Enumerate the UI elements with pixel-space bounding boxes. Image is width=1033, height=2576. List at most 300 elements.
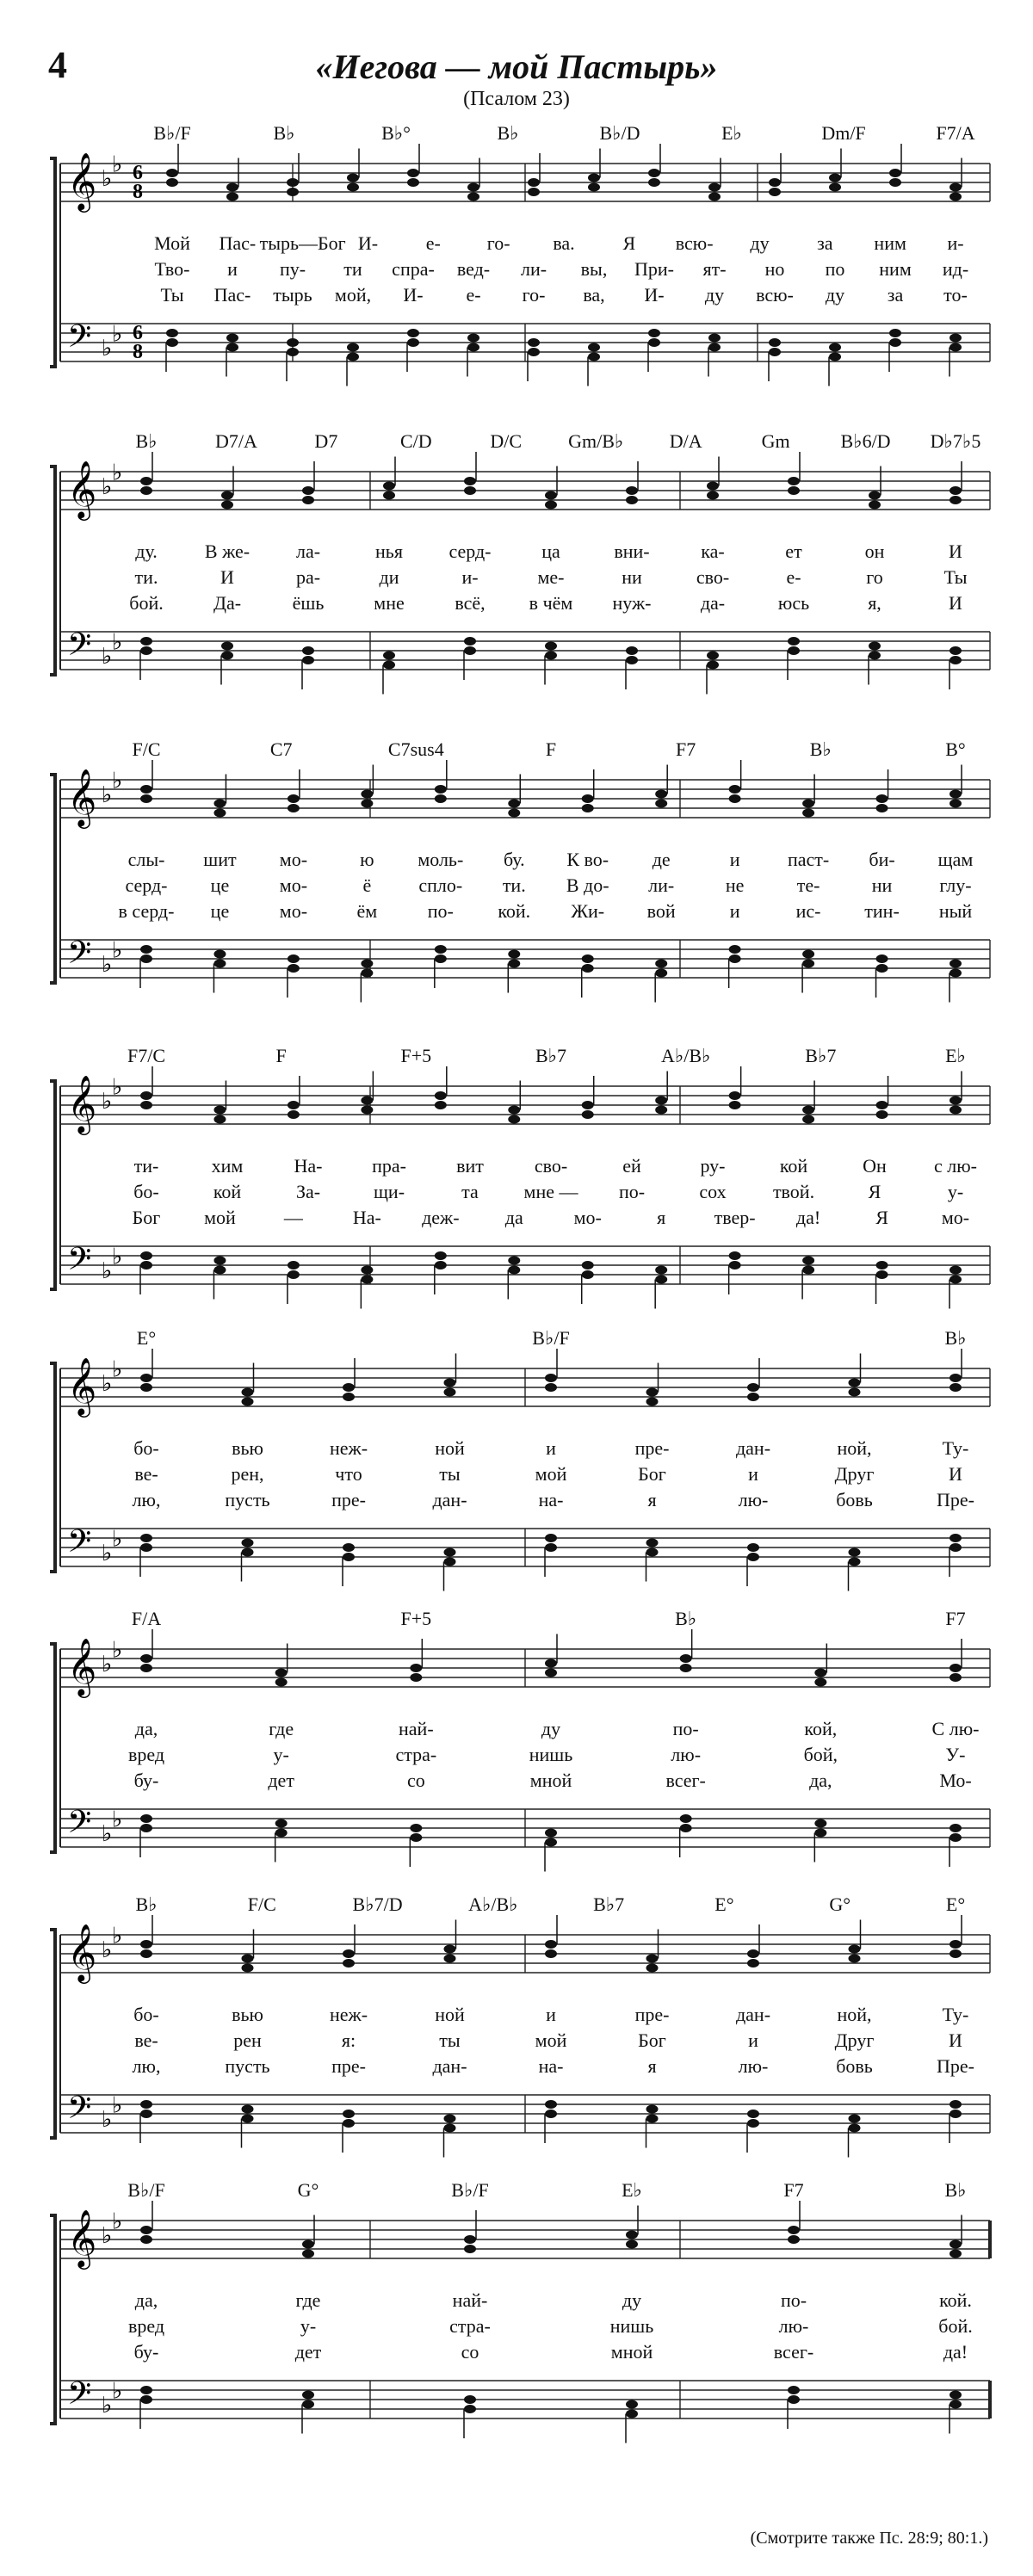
notehead bbox=[707, 661, 719, 670]
notehead bbox=[242, 2115, 254, 2123]
notehead bbox=[769, 188, 781, 196]
notehead bbox=[140, 2386, 152, 2394]
notehead bbox=[464, 2245, 476, 2253]
lyric-syllable: — bbox=[283, 1207, 303, 1228]
notehead bbox=[646, 1388, 659, 1397]
lyric-syllable: у- bbox=[273, 1744, 289, 1765]
notehead bbox=[166, 178, 178, 187]
chord-symbol: B♭° bbox=[381, 122, 411, 144]
notehead bbox=[747, 1553, 759, 1561]
notehead bbox=[545, 1543, 557, 1552]
notehead bbox=[275, 1819, 288, 1828]
lyric-syllable: у- bbox=[947, 1181, 964, 1202]
lyric-syllable: нишь bbox=[529, 1744, 573, 1765]
notehead bbox=[788, 2235, 800, 2244]
notehead bbox=[361, 790, 373, 799]
lyric-syllable: твой. bbox=[772, 1181, 815, 1202]
lyric-syllable: На- bbox=[352, 1207, 381, 1228]
notehead bbox=[545, 1659, 557, 1668]
lyric-syllable: на- bbox=[538, 2055, 564, 2077]
lyric-syllable: Он bbox=[863, 1155, 887, 1177]
lyric-syllable: со bbox=[406, 1770, 425, 1791]
notehead bbox=[287, 188, 299, 196]
notehead bbox=[407, 169, 419, 177]
notehead bbox=[582, 964, 594, 973]
notehead bbox=[545, 1838, 557, 1847]
lyric-syllable: мной bbox=[610, 2341, 653, 2363]
chord-symbol: F bbox=[275, 1045, 287, 1066]
treble-clef-icon: 𝄞 bbox=[67, 1074, 97, 1133]
lyric-syllable: Я bbox=[868, 1181, 881, 1202]
notehead bbox=[508, 1266, 520, 1275]
notehead bbox=[361, 1266, 373, 1275]
notehead bbox=[680, 1814, 692, 1823]
lyric-syllable: та bbox=[461, 1181, 479, 1202]
lyric-syllable: и bbox=[748, 1463, 758, 1485]
treble-clef-icon: 𝄞 bbox=[67, 2208, 97, 2267]
flat-icon: ♭ bbox=[112, 629, 123, 655]
notehead bbox=[814, 1829, 826, 1838]
flat-icon: ♭ bbox=[102, 1258, 113, 1283]
notehead bbox=[889, 169, 901, 177]
lyric-syllable: кой. bbox=[498, 900, 531, 922]
lyric-syllable: Бог bbox=[638, 2029, 666, 2051]
notehead bbox=[876, 1270, 888, 1279]
notehead bbox=[648, 329, 660, 337]
notehead bbox=[383, 661, 395, 670]
lyric-syllable: ве- bbox=[134, 2029, 158, 2051]
notehead bbox=[140, 1654, 152, 1663]
notehead bbox=[646, 1398, 659, 1406]
bass-clef-icon: 𝄢 bbox=[67, 935, 92, 979]
notehead bbox=[949, 1940, 962, 1949]
chord-symbol: F7 bbox=[945, 1608, 966, 1629]
notehead bbox=[729, 1091, 741, 1100]
chord-symbol: B♭ bbox=[944, 1327, 967, 1349]
lyric-syllable: е- bbox=[786, 566, 801, 588]
notehead bbox=[302, 656, 314, 664]
lyric-syllable: бовь bbox=[836, 1489, 873, 1510]
notehead bbox=[648, 169, 660, 177]
flat-icon: ♭ bbox=[102, 166, 113, 191]
chord-symbol: F7/A bbox=[936, 122, 975, 144]
notehead bbox=[626, 486, 638, 495]
notehead bbox=[467, 183, 479, 192]
lyric-syllable: бой. bbox=[938, 2315, 973, 2337]
notehead bbox=[343, 2119, 355, 2128]
notehead bbox=[545, 1374, 557, 1382]
chord-symbol: B♭ bbox=[675, 1608, 697, 1629]
notehead bbox=[655, 1266, 667, 1275]
lyric-syllable: го bbox=[866, 566, 883, 588]
notehead bbox=[444, 1945, 456, 1954]
notehead bbox=[802, 1257, 814, 1265]
lyric-syllable: ца bbox=[541, 541, 560, 562]
notehead bbox=[814, 1678, 826, 1687]
chord-symbol: E♭ bbox=[622, 2179, 642, 2201]
lyric-syllable: юсь bbox=[777, 592, 810, 614]
lyric-syllable: ной, bbox=[837, 1437, 872, 1459]
notehead bbox=[729, 1251, 741, 1260]
flat-icon: ♭ bbox=[112, 1526, 123, 1552]
lyric-syllable: Друг bbox=[834, 1463, 875, 1485]
notehead bbox=[435, 1091, 447, 1100]
notehead bbox=[949, 1276, 962, 1284]
notehead bbox=[444, 1558, 456, 1566]
notehead bbox=[582, 1270, 594, 1279]
notehead bbox=[582, 1101, 594, 1109]
notehead bbox=[467, 334, 479, 343]
notehead bbox=[802, 809, 814, 818]
lyric-syllable: пре- bbox=[331, 2055, 366, 2077]
chord-symbol: F+5 bbox=[400, 1608, 432, 1629]
notehead bbox=[213, 1115, 226, 1124]
notehead bbox=[361, 1106, 373, 1115]
lyric-syllable: да bbox=[504, 1207, 523, 1228]
notehead bbox=[226, 343, 238, 352]
notehead bbox=[949, 2391, 962, 2400]
lyric-syllable: мо- bbox=[941, 1207, 970, 1228]
notehead bbox=[444, 1388, 456, 1397]
notehead bbox=[140, 1383, 152, 1392]
chord-symbol: C7 bbox=[269, 738, 293, 760]
notehead bbox=[949, 1266, 962, 1275]
flat-icon: ♭ bbox=[102, 1821, 113, 1846]
notehead bbox=[444, 1379, 456, 1387]
notehead bbox=[464, 477, 476, 485]
notehead bbox=[508, 800, 520, 808]
notehead bbox=[588, 174, 600, 182]
lyric-syllable: Пас- bbox=[219, 232, 257, 254]
notehead bbox=[869, 501, 881, 510]
notehead bbox=[788, 637, 800, 646]
notehead bbox=[508, 1115, 520, 1124]
lyric-syllable: ни bbox=[622, 566, 642, 588]
flat-icon: ♭ bbox=[112, 1074, 123, 1100]
flat-icon: ♭ bbox=[102, 474, 113, 499]
lyric-syllable: ду bbox=[704, 284, 725, 306]
bass-clef-icon: 𝄢 bbox=[67, 1804, 92, 1848]
chord-symbol: B♭6/D bbox=[840, 430, 891, 452]
lyric-syllable: щам bbox=[937, 849, 974, 870]
notehead bbox=[140, 1940, 152, 1949]
flat-icon: ♭ bbox=[112, 2378, 123, 2404]
lyric-syllable: бовь bbox=[836, 2055, 873, 2077]
notehead bbox=[140, 1534, 152, 1542]
treble-clef-icon: 𝄞 bbox=[67, 1356, 97, 1415]
notehead bbox=[435, 954, 447, 963]
lyric-syllable: И- bbox=[403, 284, 424, 306]
notehead bbox=[213, 960, 226, 968]
notehead bbox=[213, 1257, 226, 1265]
notehead bbox=[626, 496, 638, 504]
lyric-syllable: кой, bbox=[804, 1718, 838, 1739]
lyric-syllable: пре- bbox=[331, 1489, 366, 1510]
notehead bbox=[343, 1553, 355, 1561]
notehead bbox=[140, 2110, 152, 2118]
notehead bbox=[648, 338, 660, 347]
notehead bbox=[464, 2235, 476, 2244]
lyric-syllable: най- bbox=[452, 2289, 488, 2311]
lyric-syllable: пу- bbox=[279, 258, 306, 280]
lyric-syllable: На- bbox=[294, 1155, 323, 1177]
chord-symbol: B♭ bbox=[135, 1893, 158, 1915]
notehead bbox=[788, 2386, 800, 2394]
notehead bbox=[361, 1096, 373, 1105]
notehead bbox=[747, 1543, 759, 1552]
lyric-syllable: вью bbox=[232, 1437, 263, 1459]
notehead bbox=[242, 1398, 254, 1406]
notehead bbox=[949, 193, 962, 201]
time-signature: 8 bbox=[133, 341, 143, 363]
lyric-syllable: и bbox=[729, 900, 740, 922]
lyric-syllable: ной bbox=[435, 2004, 465, 2025]
lyric-syllable: ной, bbox=[837, 2004, 872, 2025]
notehead bbox=[242, 1955, 254, 1963]
notehead bbox=[949, 1383, 962, 1392]
flat-icon: ♭ bbox=[102, 644, 113, 669]
chord-symbol: B♭ bbox=[135, 430, 158, 452]
notehead bbox=[949, 1833, 962, 1842]
lyric-syllable: деж- bbox=[422, 1207, 460, 1228]
flat-icon: ♭ bbox=[112, 937, 123, 963]
notehead bbox=[747, 2119, 759, 2128]
music-system bbox=[0, 411, 1033, 721]
lyric-syllable: дан- bbox=[735, 2004, 771, 2025]
treble-clef-icon: 𝄞 bbox=[67, 151, 97, 210]
notehead bbox=[747, 1949, 759, 1958]
notehead bbox=[876, 964, 888, 973]
lyric-syllable: пре- bbox=[634, 2004, 670, 2025]
notehead bbox=[288, 954, 300, 963]
notehead bbox=[361, 800, 373, 808]
time-signature: 8 bbox=[133, 181, 143, 203]
flat-icon: ♭ bbox=[112, 151, 123, 177]
lyric-syllable: це bbox=[210, 874, 230, 896]
notehead bbox=[288, 1110, 300, 1119]
lyric-syllable: твер- bbox=[714, 1207, 756, 1228]
notehead bbox=[655, 1276, 667, 1284]
lyric-syllable: рен, bbox=[231, 1463, 264, 1485]
notehead bbox=[849, 2124, 861, 2133]
lyric-syllable: И bbox=[949, 592, 962, 614]
lyric-syllable: ве- bbox=[134, 1463, 158, 1485]
chord-symbol: F7/C bbox=[127, 1045, 166, 1066]
notehead bbox=[582, 1110, 594, 1119]
notehead bbox=[876, 1261, 888, 1269]
lyric-syllable: лю, bbox=[132, 2055, 161, 2077]
notehead bbox=[814, 1669, 826, 1677]
lyric-syllable: У- bbox=[945, 1744, 966, 1765]
lyric-syllable: нья bbox=[375, 541, 403, 562]
notehead bbox=[545, 1940, 557, 1949]
lyric-syllable: где bbox=[295, 2289, 321, 2311]
lyric-syllable: би- bbox=[869, 849, 895, 870]
notehead bbox=[435, 785, 447, 794]
notehead bbox=[707, 491, 719, 500]
chord-symbol: B♭7 bbox=[805, 1045, 837, 1066]
lyric-syllable: щи- bbox=[373, 1181, 405, 1202]
notehead bbox=[949, 1664, 962, 1672]
lyric-syllable: всё, bbox=[455, 592, 486, 614]
notehead bbox=[747, 1959, 759, 1968]
notehead bbox=[140, 2395, 152, 2404]
lyric-syllable: кой bbox=[779, 1155, 808, 1177]
notehead bbox=[545, 1669, 557, 1677]
notehead bbox=[646, 1539, 659, 1547]
lyric-syllable: да, bbox=[809, 1770, 832, 1791]
bass-clef-icon: 𝄢 bbox=[67, 1523, 92, 1567]
notehead bbox=[707, 652, 719, 660]
notehead bbox=[444, 1548, 456, 1557]
notehead bbox=[949, 343, 962, 352]
lyric-syllable: бу. bbox=[503, 849, 525, 870]
flat-icon: ♭ bbox=[112, 2092, 123, 2118]
lyric-syllable: пусть bbox=[225, 1489, 270, 1510]
notehead bbox=[410, 1673, 422, 1682]
chord-symbol: F+5 bbox=[400, 1045, 432, 1066]
lyric-syllable: дет bbox=[294, 2341, 322, 2363]
lyric-syllable: да, bbox=[134, 1718, 158, 1739]
lyric-syllable: в серд- bbox=[118, 900, 175, 922]
lyric-syllable: вред bbox=[127, 2315, 165, 2337]
song-title: «Иегова — мой Пастырь» bbox=[315, 47, 718, 86]
notehead bbox=[545, 1829, 557, 1838]
lyric-syllable: дан- bbox=[432, 1489, 467, 1510]
lyric-syllable: и bbox=[227, 258, 238, 280]
lyric-syllable: ёшь bbox=[292, 592, 325, 614]
notehead bbox=[508, 960, 520, 968]
notehead bbox=[829, 174, 841, 182]
notehead bbox=[302, 2250, 314, 2258]
chord-symbol: F7 bbox=[676, 738, 696, 760]
notehead bbox=[287, 348, 299, 356]
notehead bbox=[708, 334, 721, 343]
chord-symbol: D♭7♭5 bbox=[930, 430, 981, 452]
notehead bbox=[528, 188, 540, 196]
notehead bbox=[545, 1534, 557, 1542]
notehead bbox=[166, 329, 178, 337]
lyric-syllable: лю- bbox=[671, 1744, 702, 1765]
notehead bbox=[949, 1374, 962, 1382]
notehead bbox=[140, 1251, 152, 1260]
chord-symbol: B♭ bbox=[497, 122, 519, 144]
chord-symbol: B♭/F bbox=[153, 122, 191, 144]
lyric-syllable: всю- bbox=[756, 284, 794, 306]
notehead bbox=[588, 183, 600, 192]
treble-clef-icon: 𝄞 bbox=[67, 768, 97, 826]
lyric-syllable: го- bbox=[486, 232, 510, 254]
notehead bbox=[166, 338, 178, 347]
chord-symbol: E° bbox=[136, 1327, 157, 1349]
notehead bbox=[655, 1106, 667, 1115]
lyric-syllable: ра- bbox=[295, 566, 321, 588]
notehead bbox=[802, 960, 814, 968]
lyric-syllable: ним bbox=[874, 232, 906, 254]
notehead bbox=[288, 964, 300, 973]
notehead bbox=[646, 1955, 659, 1963]
lyric-syllable: мо- bbox=[279, 900, 308, 922]
notehead bbox=[435, 794, 447, 803]
notehead bbox=[464, 2405, 476, 2413]
lyric-syllable: ю bbox=[360, 849, 374, 870]
notehead bbox=[508, 1106, 520, 1115]
notehead bbox=[410, 1664, 422, 1672]
lyric-syllable: ти. bbox=[502, 874, 526, 896]
notehead bbox=[849, 1945, 861, 1954]
notehead bbox=[213, 1106, 226, 1115]
song-number: 4 bbox=[48, 44, 67, 86]
lyric-syllable: дан- bbox=[432, 2055, 467, 2077]
lyric-syllable: И bbox=[220, 566, 234, 588]
lyric-syllable: со bbox=[461, 2341, 479, 2363]
notehead bbox=[287, 338, 299, 347]
notehead bbox=[949, 1673, 962, 1682]
lyric-syllable: мо- bbox=[279, 874, 308, 896]
notehead bbox=[221, 652, 233, 660]
notehead bbox=[545, 652, 557, 660]
lyric-syllable: мой bbox=[204, 1207, 236, 1228]
notehead bbox=[646, 1548, 659, 1557]
lyric-syllable: И bbox=[949, 2029, 962, 2051]
notehead bbox=[347, 183, 359, 192]
lyric-syllable: ём bbox=[356, 900, 378, 922]
time-signature: 6 bbox=[133, 162, 143, 184]
lyric-syllable: и bbox=[729, 849, 740, 870]
flat-icon: ♭ bbox=[102, 1089, 113, 1114]
notehead bbox=[949, 656, 962, 664]
lyric-syllable: Да- bbox=[213, 592, 242, 614]
notehead bbox=[788, 2395, 800, 2404]
lyric-syllable: ла- bbox=[295, 541, 321, 562]
lyric-syllable: де bbox=[652, 849, 671, 870]
lyric-syllable: сво- bbox=[696, 566, 730, 588]
notehead bbox=[655, 960, 667, 968]
lyric-syllable: ей bbox=[622, 1155, 641, 1177]
lyric-syllable: мой, bbox=[334, 284, 372, 306]
music-system bbox=[0, 720, 1033, 1029]
chord-symbol: C/D bbox=[399, 430, 432, 452]
notehead bbox=[464, 646, 476, 655]
notehead bbox=[435, 1251, 447, 1260]
lyric-syllable: вью bbox=[232, 2004, 263, 2025]
notehead bbox=[949, 800, 962, 808]
lyric-syllable: и- bbox=[461, 566, 479, 588]
bass-clef-icon: 𝄢 bbox=[67, 1241, 92, 1285]
lyric-syllable: по bbox=[825, 258, 845, 280]
lyric-syllable: тырь—Бог bbox=[259, 232, 346, 254]
notehead bbox=[347, 353, 359, 361]
notehead bbox=[729, 1101, 741, 1109]
notehead bbox=[287, 178, 299, 187]
lyric-syllable: ду bbox=[541, 1718, 561, 1739]
notehead bbox=[582, 804, 594, 812]
lyric-syllable: сох bbox=[699, 1181, 727, 1202]
notehead bbox=[140, 1261, 152, 1269]
lyric-syllable: ят- bbox=[702, 258, 727, 280]
notehead bbox=[213, 800, 226, 808]
lyric-syllable: лю- bbox=[738, 2055, 769, 2077]
lyric-syllable: всег- bbox=[773, 2341, 814, 2363]
lyric-syllable: я bbox=[647, 1489, 657, 1510]
lyric-syllable: Ту- bbox=[942, 1437, 969, 1459]
chord-symbol: B♭7 bbox=[593, 1893, 625, 1915]
chord-symbol: B♭7 bbox=[535, 1045, 567, 1066]
notehead bbox=[528, 338, 540, 347]
notehead bbox=[788, 2226, 800, 2234]
chord-symbol: E° bbox=[714, 1893, 734, 1915]
lyric-syllable: Пас- bbox=[213, 284, 251, 306]
